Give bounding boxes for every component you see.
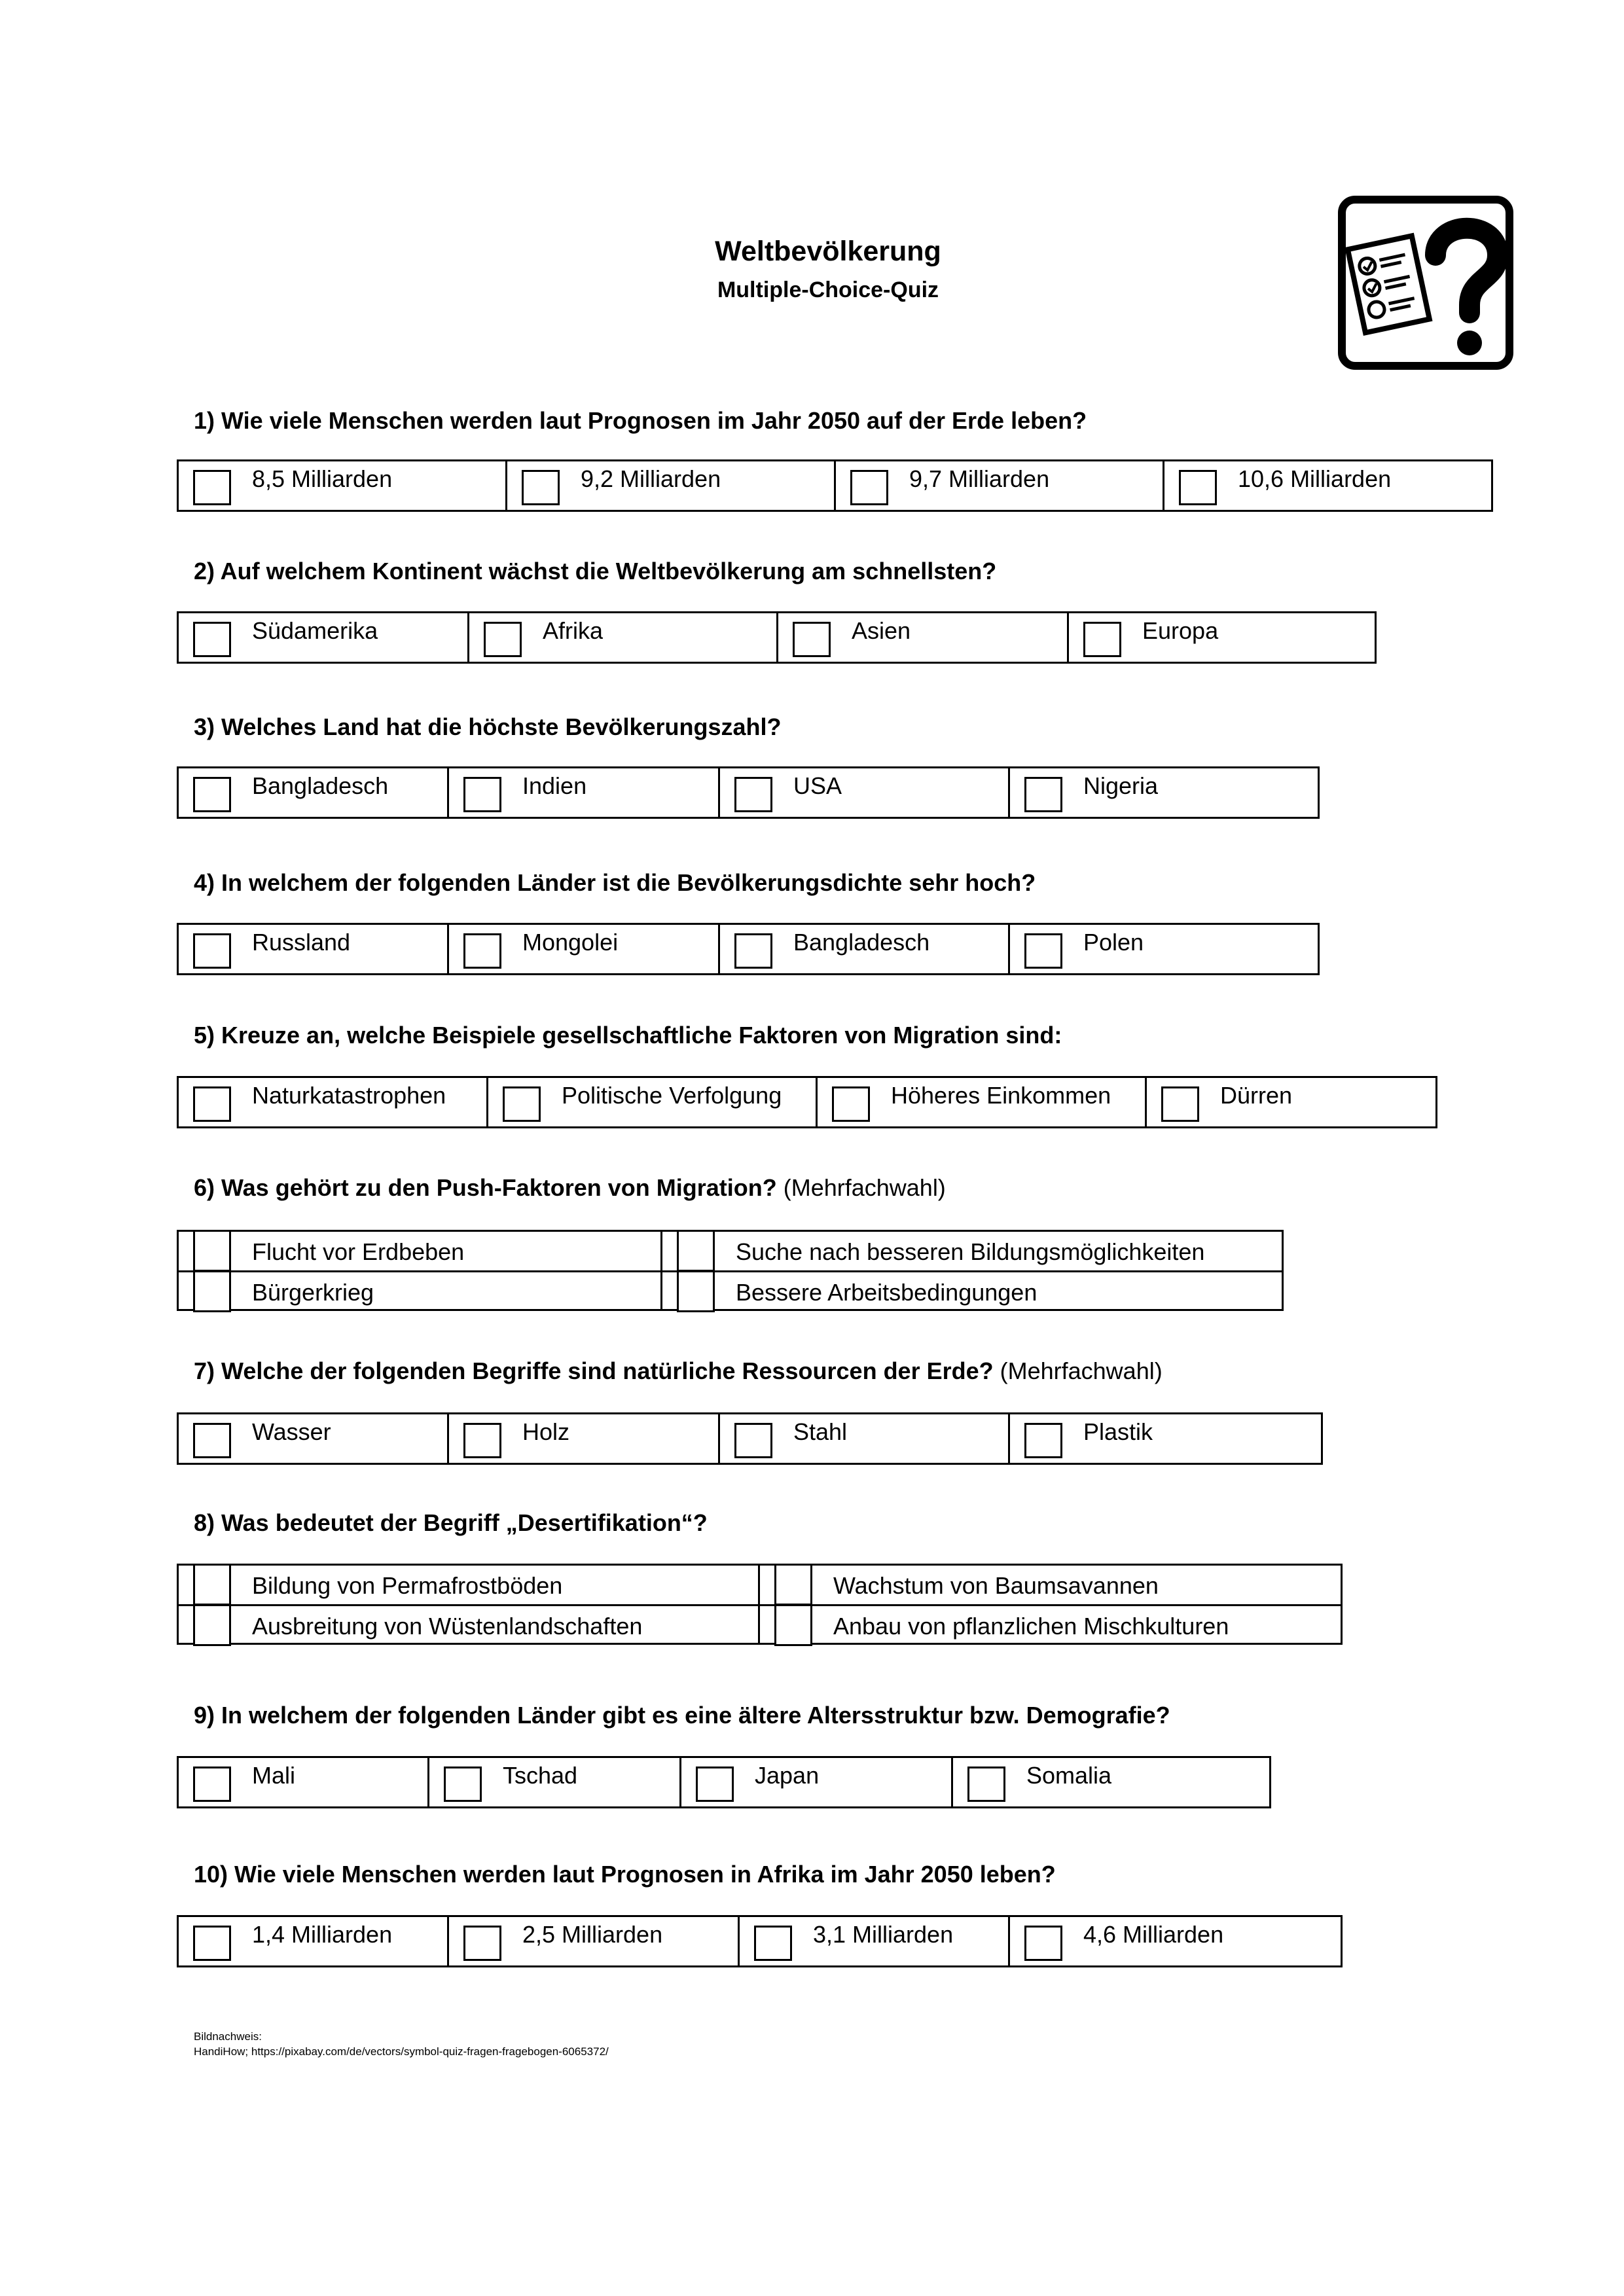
question-text: 2) Auf welchem Kontinent wächst die Weltbevölkerung am schnellsten? bbox=[194, 558, 997, 584]
option-q10-a[interactable] bbox=[179, 1917, 449, 1965]
option-q10-c[interactable] bbox=[740, 1917, 1010, 1965]
option-q10-b[interactable] bbox=[449, 1917, 740, 1965]
question-text: 4) In welchem der folgenden Länder ist die Bevölkerungsdichte sehr hoch? bbox=[194, 869, 1036, 896]
option-label: Bessere Arbeitsbedingungen bbox=[736, 1279, 1038, 1306]
option-q9-d[interactable] bbox=[953, 1758, 1269, 1806]
answer-grid-q2 bbox=[177, 611, 1377, 664]
answer-grid-q1 bbox=[177, 459, 1493, 512]
checkbox[interactable] bbox=[193, 777, 231, 812]
checkbox[interactable] bbox=[734, 777, 772, 812]
quiz-question-icon bbox=[1337, 195, 1514, 370]
answer-grid-q9 bbox=[177, 1756, 1271, 1808]
checkbox[interactable] bbox=[1024, 1926, 1062, 1961]
option-q5-c[interactable] bbox=[818, 1078, 1147, 1126]
option-q7-c[interactable] bbox=[720, 1414, 1010, 1463]
checkbox[interactable] bbox=[774, 1604, 812, 1646]
option-label: Mongolei bbox=[522, 929, 619, 956]
checkbox[interactable] bbox=[463, 1926, 501, 1961]
checkbox[interactable] bbox=[193, 1423, 231, 1458]
checkbox[interactable] bbox=[193, 933, 231, 969]
option-label: Bangladesch bbox=[252, 772, 389, 799]
checkbox[interactable] bbox=[193, 1604, 231, 1646]
option-q10-d[interactable] bbox=[1010, 1917, 1341, 1965]
checkbox[interactable] bbox=[193, 470, 231, 505]
question-note: (Mehrfachwahl) bbox=[1000, 1357, 1163, 1384]
question-5 bbox=[194, 1022, 1062, 1049]
option-label: Höheres Einkommen bbox=[891, 1082, 1111, 1109]
checkbox[interactable] bbox=[774, 1564, 812, 1605]
checkbox[interactable] bbox=[734, 933, 772, 969]
credits-label: Bildnachweis: bbox=[194, 2030, 262, 2043]
option-label: 9,7 Milliarden bbox=[909, 465, 1050, 492]
answer-grid-q10 bbox=[177, 1915, 1343, 1967]
answer-row bbox=[179, 1232, 1282, 1272]
checkbox[interactable] bbox=[193, 1086, 231, 1122]
option-q8-d[interactable] bbox=[760, 1606, 1341, 1645]
question-text: 9) In welchem der folgenden Länder gibt es eine ältere Altersstruktur bzw. Demografie? bbox=[194, 1702, 1170, 1729]
checkbox[interactable] bbox=[444, 1767, 482, 1802]
option-q5-a[interactable] bbox=[179, 1078, 488, 1126]
question-8 bbox=[194, 1509, 708, 1537]
option-label: 1,4 Milliarden bbox=[252, 1921, 393, 1948]
question-text: 3) Welches Land hat die höchste Bevölkerungszahl? bbox=[194, 713, 782, 740]
option-label: Bangladesch bbox=[793, 929, 930, 956]
answer-row bbox=[179, 1272, 1282, 1311]
option-label: Afrika bbox=[543, 617, 604, 644]
option-label: Indien bbox=[522, 772, 587, 799]
option-label: Flucht vor Erdbeben bbox=[252, 1238, 465, 1265]
option-label: USA bbox=[793, 772, 842, 799]
option-q1-b[interactable] bbox=[507, 461, 836, 510]
option-q4-c[interactable] bbox=[720, 925, 1010, 973]
option-q8-c[interactable] bbox=[179, 1606, 760, 1645]
checkbox[interactable] bbox=[1024, 1423, 1062, 1458]
option-label: Plastik bbox=[1083, 1418, 1153, 1445]
option-label: Bürgerkrieg bbox=[252, 1279, 374, 1306]
question-9 bbox=[194, 1702, 1170, 1729]
checkbox[interactable] bbox=[967, 1767, 1005, 1802]
answer-grid-q3 bbox=[177, 766, 1320, 819]
option-q3-d[interactable] bbox=[1010, 768, 1318, 817]
option-q6-d[interactable] bbox=[662, 1272, 1282, 1311]
answer-grid-q5 bbox=[177, 1076, 1437, 1128]
option-label: Russland bbox=[252, 929, 351, 956]
answer-grid-q8 bbox=[177, 1564, 1343, 1645]
option-label: 4,6 Milliarden bbox=[1083, 1921, 1224, 1948]
option-label: Südamerika bbox=[252, 617, 378, 644]
option-label: Asien bbox=[852, 617, 911, 644]
option-q9-a[interactable] bbox=[179, 1758, 429, 1806]
answer-row bbox=[179, 1606, 1341, 1645]
option-label: Nigeria bbox=[1083, 772, 1159, 799]
option-q8-b[interactable] bbox=[760, 1566, 1341, 1604]
option-label: Europa bbox=[1142, 617, 1219, 644]
question-text: 5) Kreuze an, welche Beispiele gesellschaftliche Faktoren von Migration sind: bbox=[194, 1022, 1062, 1049]
option-q2-a[interactable] bbox=[179, 613, 469, 662]
option-label: Polen bbox=[1083, 929, 1144, 956]
question-note: (Mehrfachwahl) bbox=[783, 1174, 946, 1201]
question-3 bbox=[194, 713, 782, 741]
checkbox[interactable] bbox=[793, 622, 831, 657]
checkbox[interactable] bbox=[677, 1230, 715, 1272]
option-q7-b[interactable] bbox=[449, 1414, 720, 1463]
option-label: Japan bbox=[755, 1762, 820, 1789]
option-label: Somalia bbox=[1026, 1762, 1112, 1789]
option-q3-b[interactable] bbox=[449, 768, 720, 817]
option-q6-c[interactable] bbox=[179, 1272, 662, 1311]
option-q5-b[interactable] bbox=[488, 1078, 818, 1126]
answer-grid-q6 bbox=[177, 1230, 1284, 1311]
option-q7-d[interactable] bbox=[1010, 1414, 1321, 1463]
checkbox[interactable] bbox=[193, 1564, 231, 1605]
option-q4-d[interactable] bbox=[1010, 925, 1318, 973]
option-q5-d[interactable] bbox=[1147, 1078, 1435, 1126]
option-label: 9,2 Milliarden bbox=[581, 465, 721, 492]
option-q7-a[interactable] bbox=[179, 1414, 449, 1463]
checkbox[interactable] bbox=[734, 1423, 772, 1458]
option-label: Dürren bbox=[1220, 1082, 1293, 1109]
question-6 bbox=[194, 1174, 946, 1202]
option-label: Ausbreitung von Wüstenlandschaften bbox=[252, 1613, 643, 1640]
question-2 bbox=[194, 558, 996, 585]
checkbox[interactable] bbox=[463, 777, 501, 812]
checkbox[interactable] bbox=[850, 470, 888, 505]
option-q1-c[interactable] bbox=[836, 461, 1164, 510]
question-text: 6) Was gehört zu den Push-Faktoren von Migration? bbox=[194, 1174, 777, 1201]
checkbox[interactable] bbox=[677, 1270, 715, 1312]
option-q9-b[interactable] bbox=[429, 1758, 681, 1806]
question-1 bbox=[194, 407, 1087, 435]
checkbox[interactable] bbox=[1024, 777, 1062, 812]
option-q3-a[interactable] bbox=[179, 768, 449, 817]
option-label: Bildung von Permafrostböden bbox=[252, 1572, 563, 1599]
checkbox[interactable] bbox=[832, 1086, 870, 1122]
option-q2-c[interactable] bbox=[778, 613, 1069, 662]
option-label: Wachstum von Baumsavannen bbox=[833, 1572, 1159, 1599]
checkbox[interactable] bbox=[1024, 933, 1062, 969]
checkbox[interactable] bbox=[696, 1767, 734, 1802]
option-q9-c[interactable] bbox=[681, 1758, 953, 1806]
option-label: Mali bbox=[252, 1762, 296, 1789]
option-q6-b[interactable] bbox=[662, 1232, 1282, 1270]
option-label: Wasser bbox=[252, 1418, 331, 1445]
answer-grid-q4 bbox=[177, 923, 1320, 975]
question-text: 1) Wie viele Menschen werden laut Prognosen im Jahr 2050 auf der Erde leben? bbox=[194, 407, 1087, 434]
option-label: Suche nach besseren Bildungsmöglichkeiten bbox=[736, 1238, 1205, 1265]
option-label: 10,6 Milliarden bbox=[1238, 465, 1392, 492]
question-10 bbox=[194, 1861, 1056, 1888]
checkbox[interactable] bbox=[193, 1767, 231, 1802]
option-q1-d[interactable] bbox=[1164, 461, 1491, 510]
checkbox[interactable] bbox=[484, 622, 522, 657]
question-text: 10) Wie viele Menschen werden laut Prognosen in Afrika im Jahr 2050 leben? bbox=[194, 1861, 1056, 1888]
checkbox[interactable] bbox=[503, 1086, 541, 1122]
page-title: Weltbevölkerung bbox=[715, 236, 941, 267]
checkbox[interactable] bbox=[1083, 622, 1121, 657]
checkbox[interactable] bbox=[193, 1926, 231, 1961]
option-q3-c[interactable] bbox=[720, 768, 1010, 817]
option-q4-a[interactable] bbox=[179, 925, 449, 973]
checkbox[interactable] bbox=[193, 622, 231, 657]
option-label: Naturkatastrophen bbox=[252, 1082, 446, 1109]
option-label: Tschad bbox=[503, 1762, 578, 1789]
question-text: 8) Was bedeutet der Begriff „Desertifikation“? bbox=[194, 1509, 708, 1536]
question-4 bbox=[194, 869, 1036, 897]
checkbox[interactable] bbox=[463, 1423, 501, 1458]
checkbox[interactable] bbox=[522, 470, 560, 505]
question-text: 7) Welche der folgenden Begriffe sind natürliche Ressourcen der Erde? bbox=[194, 1357, 994, 1384]
option-label: 8,5 Milliarden bbox=[252, 465, 393, 492]
question-7 bbox=[194, 1357, 1163, 1385]
option-q2-b[interactable] bbox=[469, 613, 778, 662]
answer-grid-q7 bbox=[177, 1412, 1323, 1465]
option-q2-d[interactable] bbox=[1069, 613, 1375, 662]
option-label: 2,5 Milliarden bbox=[522, 1921, 663, 1948]
checkbox[interactable] bbox=[193, 1230, 231, 1272]
answer-row bbox=[179, 1566, 1341, 1606]
option-q4-b[interactable] bbox=[449, 925, 720, 973]
option-label: 3,1 Milliarden bbox=[813, 1921, 954, 1948]
page-subtitle: Multiple-Choice-Quiz bbox=[717, 278, 939, 302]
option-q8-a[interactable] bbox=[179, 1566, 760, 1604]
option-q6-a[interactable] bbox=[179, 1232, 662, 1270]
option-q1-a[interactable] bbox=[179, 461, 507, 510]
option-label: Stahl bbox=[793, 1418, 848, 1445]
option-label: Politische Verfolgung bbox=[562, 1082, 782, 1109]
checkbox[interactable] bbox=[1179, 470, 1217, 505]
credits-source: HandiHow; https://pixabay.com/de/vectors/symbol-quiz-fragen-fragebogen-6065372/ bbox=[194, 2045, 609, 2058]
checkbox[interactable] bbox=[463, 933, 501, 969]
option-label: Anbau von pflanzlichen Mischkulturen bbox=[833, 1613, 1229, 1640]
option-label: Holz bbox=[522, 1418, 570, 1445]
checkbox[interactable] bbox=[193, 1270, 231, 1312]
checkbox[interactable] bbox=[1161, 1086, 1199, 1122]
checkbox[interactable] bbox=[754, 1926, 792, 1961]
